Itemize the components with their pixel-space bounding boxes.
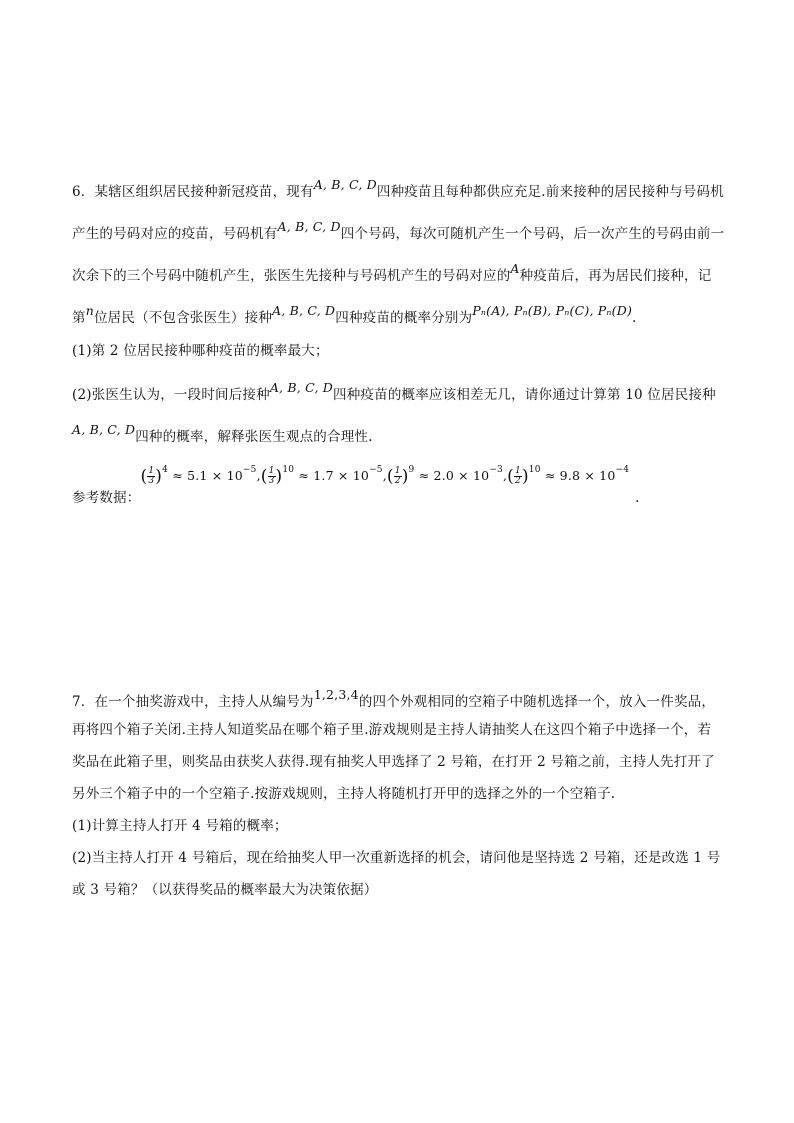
reference-label: 参考数据：: [72, 490, 141, 506]
q7-text: 另外三个箱子中的一个空箱子.按游戏规则，主持人将随机打开甲的选择之外的一个空箱子.: [72, 786, 616, 802]
math-n: n: [85, 303, 94, 318]
q6-text: 第: [72, 310, 86, 326]
reference-formulas: ( $\frac{1}{3}$ )$^4 \approx 5.1 \times 10^{-5}$,( $\frac{1}{3}$ )$^{10} \approx 1.7 \times 10^{-5}$,( $\frac{1}{2}$ )$^9 \approx 2.0 \times 10^{-3}$,( $\frac{1}{2}$ )$^{10} \approx 9.8 \times 10^{-4}$: [140, 465, 630, 487]
q7-part-1: [72, 814, 288, 834]
math-abcd: A, B, C, D: [313, 177, 377, 192]
q7-text: 再将四个箱子关闭.主持人知道奖品在哪个箱子里.游戏规则是主持人请抽奖人在这四个箱子中选择一个，若: [72, 722, 712, 738]
q6-text: 位居民（不包含张医生）接种: [93, 310, 273, 326]
q6-line-1: [72, 177, 724, 200]
q6-text: 6．某辖区组织居民接种新冠疫苗，现有: [72, 184, 314, 200]
q7-line-1: [72, 687, 716, 710]
q6-text: (2)张医生认为，一段时间后接种: [72, 387, 270, 403]
q6-text: 种疫苗后，再为居民们接种，记: [519, 268, 712, 284]
q7-text: 的四个外观相同的空箱子中随机选择一个，放入一件奖品，: [358, 694, 716, 710]
q7-line-2: [72, 718, 711, 738]
math-a: A: [510, 261, 520, 276]
math-box-numbers: 1,2,3,4: [313, 687, 359, 702]
q6-part-1-text: (1)第 2 位居民接种哪种疫苗的概率最大；: [72, 343, 329, 359]
q6-part-2-line-1: [72, 380, 716, 403]
q6-line-3: [72, 261, 712, 284]
q6-text: 四种疫苗的概率分别为: [335, 310, 473, 326]
q7-text: (2)当主持人打开 4 号箱后，现在给抽奖人甲一次重新选择的机会，请问他是坚持选 2 号箱，还是改选 1 号: [72, 850, 721, 866]
q6-text: 四个号码，每次可随机产生一个号码，后一次产生的号码由前一: [340, 226, 725, 242]
q6-text: 产生的号码对应的疫苗，号码机有: [72, 226, 278, 242]
q6-part-2-line-2: [72, 422, 373, 445]
math-abcd: A, B, C, D: [272, 303, 336, 318]
q6-text: 次余下的三个号码中随机产生，张医生先接种与号码机产生的号码对应的: [72, 268, 511, 284]
q7-text: 7．在一个抽奖游戏中，主持人从编号为: [72, 694, 314, 710]
q7-text: 奖品在此箱子里，则奖品由获奖人获得.现有抽奖人甲选择了 2 号箱，在打开 2 号箱之前，主持人先打开了: [72, 754, 715, 770]
math-abcd: A, B, C, D: [277, 219, 341, 234]
q7-part-2-line-2: [72, 878, 377, 898]
q7-line-3: [72, 750, 715, 770]
q7-text: 或 3 号箱？（以获得奖品的概率最大为决策依据）: [72, 882, 378, 898]
q6-text: 四种疫苗的概率应该相差无几，请你通过计算第 10 位居民接种: [333, 387, 716, 403]
math-probabilities: Pₙ(A), Pₙ(B), Pₙ(C), Pₙ(D): [472, 303, 633, 318]
q6-text: 四种疫苗且每种都供应充足.前来接种的居民接种与号码机: [376, 184, 724, 200]
math-abcd: A, B, C, D: [72, 422, 136, 437]
q7-part-2-line-1: [72, 846, 720, 866]
q6-line-4: [72, 303, 637, 326]
q6-part-1: [72, 339, 329, 359]
math-abcd: A, B, C, D: [269, 380, 334, 395]
q6-reference-data: [72, 465, 640, 506]
reference-end: .: [635, 490, 640, 506]
q7-part-1-text: (1)计算主持人打开 4 号箱的概率；: [72, 818, 288, 834]
q6-text: .: [632, 310, 637, 326]
q7-line-4: [72, 782, 615, 802]
q6-text: 四种的概率，解释张医生观点的合理性.: [135, 429, 373, 445]
q6-line-2: [72, 219, 725, 242]
